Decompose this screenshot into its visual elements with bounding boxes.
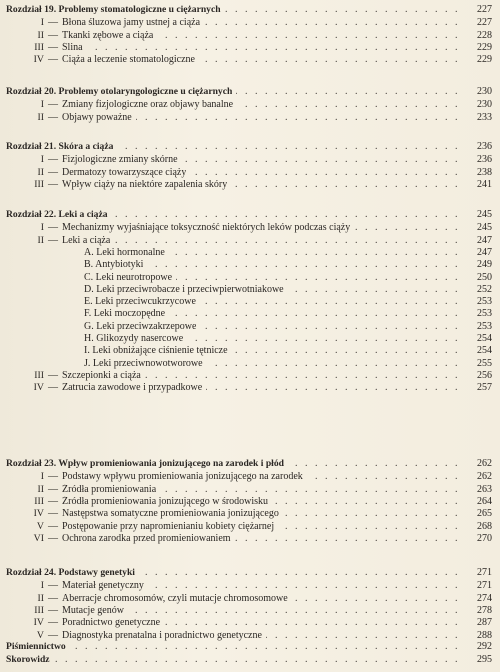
dash-separator: — [48, 483, 58, 495]
section-title: Tkanki zębowe a ciąża [62, 29, 154, 41]
dash-separator: — [48, 495, 58, 507]
dot-leader [283, 508, 460, 520]
subentry-title: F. Leki moczopędne [84, 308, 166, 320]
dash-separator: — [48, 29, 58, 41]
section-roman: III [34, 495, 44, 507]
chapter-heading [6, 86, 494, 98]
page-number: 247 [477, 234, 492, 246]
dot-leader [292, 593, 460, 605]
page-number: 253 [477, 320, 492, 332]
toc-subentry [6, 345, 494, 357]
dot-leader [207, 358, 460, 370]
page-number: 271 [477, 567, 492, 578]
section-title: Diagnostyka prenatalna i poradnictwo genetyczne [62, 629, 262, 641]
page-number: 253 [477, 308, 492, 320]
section-roman: I [40, 154, 44, 166]
section-title: Źródła promieniowania [62, 483, 157, 495]
section-roman: II [37, 234, 44, 246]
page-number: 274 [477, 592, 492, 604]
dash-separator: — [48, 532, 58, 544]
page-number: 245 [477, 222, 492, 234]
dash-separator: — [48, 111, 58, 123]
toc-entry [6, 54, 494, 66]
page-number: 265 [477, 508, 492, 520]
page-number: 270 [477, 532, 492, 544]
dash-separator: — [48, 154, 58, 166]
section-title: Ciąża a leczenie stomatologiczne [62, 54, 195, 66]
toc-entry [6, 154, 494, 166]
toc-entry [6, 235, 494, 247]
dash-separator: — [48, 604, 58, 616]
page-number: 263 [477, 483, 492, 495]
section-title: Ochrona zarodka przed promieniowaniem [62, 532, 231, 544]
page-number: 247 [477, 246, 492, 258]
page-number: 264 [477, 495, 492, 507]
back-matter-item [6, 654, 494, 666]
section-roman: I [40, 471, 44, 483]
toc-entry [6, 99, 494, 111]
toc-entry [6, 17, 494, 29]
page-number: 250 [477, 271, 492, 283]
toc-entry [6, 521, 494, 533]
section-roman: III [34, 604, 44, 616]
toc-entry [6, 167, 494, 179]
toc-entry [6, 593, 494, 605]
dot-leader [117, 141, 460, 153]
page-number: 227 [477, 17, 492, 29]
section-title: Dermatozy towarzyszące ciąży [62, 166, 187, 178]
toc-entry [6, 605, 494, 617]
subentry-title: I. Leki obniżające ciśnienie tętnicze [84, 345, 228, 357]
section-roman: VI [33, 532, 44, 544]
dash-separator: — [48, 234, 58, 246]
section-title: Ślina [62, 41, 83, 53]
back-matter-title: Skorowidz [6, 654, 50, 665]
dot-leader [288, 284, 460, 296]
page-number: 271 [477, 580, 492, 592]
dot-leader [307, 471, 460, 483]
dot-leader [231, 179, 460, 191]
dash-separator: — [48, 520, 58, 532]
dot-leader [160, 484, 460, 496]
dash-separator: — [48, 41, 58, 53]
section-title: Zmiany fizjologiczne oraz objawy banalne [62, 99, 234, 111]
dot-leader [164, 617, 460, 629]
chapter-title: Rozdział 21. Skóra a ciąża [6, 141, 114, 152]
toc-entry [6, 508, 494, 520]
chapter-heading [6, 458, 494, 470]
section-roman: V [36, 520, 44, 532]
dot-leader [147, 259, 460, 271]
dot-leader [182, 154, 460, 166]
dot-leader [139, 567, 460, 579]
section-title: Objawy poważne [62, 111, 132, 123]
dot-leader [157, 30, 460, 42]
dot-leader [278, 521, 460, 533]
section-title: Podstawy wpływu promieniowania jonizującego na zarodek [62, 471, 303, 483]
toc-subentry [6, 308, 494, 320]
back-matter-title: Piśmiennictwo [6, 641, 66, 652]
toc-subentry [6, 284, 494, 296]
section-roman: III [34, 178, 44, 190]
dash-separator: — [48, 629, 58, 641]
toc-entry [6, 630, 494, 642]
section-title: Wpływ ciąży na niektóre zapalenia skóry [62, 178, 228, 190]
dash-separator: — [48, 178, 58, 190]
page-number: 292 [477, 641, 492, 652]
section-roman: I [40, 17, 44, 29]
subentry-title: B. Antybiotyki [84, 259, 144, 271]
section-title: Materiał genetyczny [62, 580, 144, 592]
section-title: Następstwa somatyczne promieniowania jonizującego [62, 508, 279, 520]
dot-leader [136, 112, 460, 124]
section-roman: IV [33, 617, 44, 629]
page-number: 287 [477, 617, 492, 629]
page-number: 249 [477, 259, 492, 271]
dash-separator: — [48, 382, 58, 394]
subentry-title: D. Leki przeciwrobacze i przeciwpierwotniakowe [84, 283, 284, 295]
page-number: 230 [477, 99, 492, 111]
page-number: 252 [477, 283, 492, 295]
toc-subentry [6, 321, 494, 333]
section-title: Szczepionki a ciąża [62, 369, 141, 381]
section-roman: I [40, 99, 44, 111]
chapter-heading [6, 567, 494, 579]
toc-entry [6, 496, 494, 508]
dot-leader [112, 209, 460, 221]
page-number: 236 [477, 154, 492, 166]
chapter-heading [6, 141, 494, 153]
page-number: 254 [477, 345, 492, 357]
dot-leader [199, 54, 460, 66]
dot-leader [266, 630, 460, 642]
dot-leader [200, 296, 460, 308]
dot-leader [232, 345, 460, 357]
dot-leader [288, 458, 460, 470]
dash-separator: — [48, 508, 58, 520]
dot-leader [206, 382, 460, 394]
page-number: 227 [477, 4, 492, 15]
dash-separator: — [48, 17, 58, 29]
dash-separator: — [48, 99, 58, 111]
dash-separator: — [48, 54, 58, 66]
section-title: Leki a ciąża [62, 234, 111, 246]
page-number: 288 [477, 629, 492, 641]
page-number: 253 [477, 296, 492, 308]
dot-leader [272, 496, 460, 508]
page-number: 241 [477, 178, 492, 190]
page-number: 262 [477, 458, 492, 469]
dot-leader [200, 321, 460, 333]
section-title: Fizjologiczne zmiany skórne [62, 154, 178, 166]
toc-subentry [6, 247, 494, 259]
dot-leader [145, 370, 460, 382]
dot-leader [236, 86, 460, 98]
section-roman: III [34, 369, 44, 381]
section-roman: II [37, 483, 44, 495]
toc-subentry [6, 333, 494, 345]
section-roman: I [40, 222, 44, 234]
toc-entry [6, 471, 494, 483]
toc-entry [6, 580, 494, 592]
dot-leader [237, 99, 460, 111]
page-number: 256 [477, 369, 492, 381]
page-number: 255 [477, 357, 492, 369]
subentry-title: E. Leki przeciwcukrzycowe [84, 296, 196, 308]
chapter-title: Rozdział 23. Wpływ promieniowania jonizującego na zarodek i płód [6, 458, 284, 469]
toc-entry [6, 179, 494, 191]
dot-leader [114, 235, 460, 247]
toc-subentry [6, 272, 494, 284]
section-title: Mechanizmy wyjaśniające toksyczność niektórych leków podczas ciąży [62, 222, 351, 234]
section-roman: IV [33, 508, 44, 520]
dash-separator: — [48, 580, 58, 592]
page-number: 257 [477, 382, 492, 394]
dot-leader [70, 641, 460, 653]
subentry-title: H. Glikozydy nasercowe [84, 333, 184, 344]
chapter-heading [6, 209, 494, 221]
dot-leader [190, 167, 460, 179]
page-number: 268 [477, 520, 492, 532]
section-roman: I [40, 580, 44, 592]
dot-leader [169, 247, 460, 259]
toc-subentry [6, 259, 494, 271]
dot-leader [187, 333, 460, 345]
section-title: Źródła promieniowania jonizującego w środowisku [62, 495, 269, 507]
section-title: Mutacje genów [62, 604, 124, 616]
section-roman: II [37, 166, 44, 178]
section-title: Poradnictwo genetyczne [62, 617, 161, 629]
section-title: Zatrucia zawodowe i przypadkowe [62, 382, 203, 394]
dash-separator: — [48, 471, 58, 483]
toc-entry [6, 42, 494, 54]
dash-separator: — [48, 166, 58, 178]
toc-subentry [6, 358, 494, 370]
section-title: Postępowanie przy napromienianiu kobiety ciężarnej [62, 520, 275, 532]
section-roman: III [34, 41, 44, 53]
toc-subentry [6, 296, 494, 308]
dash-separator: — [48, 222, 58, 234]
chapter-title: Rozdział 22. Leki a ciąża [6, 209, 108, 220]
section-title: Aberracje chromosomów, czyli mutacje chromosomowe [62, 592, 288, 604]
page-number: 230 [477, 86, 492, 97]
dot-leader [148, 580, 460, 592]
page-number: 278 [477, 604, 492, 616]
dot-leader [235, 533, 460, 545]
section-roman: II [37, 29, 44, 41]
chapter-title: Rozdział 19. Problemy stomatologiczne u ciężarnych [6, 4, 221, 15]
toc-entry [6, 30, 494, 42]
page-number: 229 [477, 54, 492, 66]
dot-leader [87, 42, 460, 54]
toc-entry [6, 222, 494, 234]
toc-entry [6, 484, 494, 496]
page-number: 245 [477, 209, 492, 220]
dot-leader [204, 17, 460, 29]
back-matter-item [6, 641, 494, 653]
dot-leader [169, 308, 460, 320]
page-number: 254 [477, 333, 492, 344]
section-roman: II [37, 592, 44, 604]
dot-leader [54, 654, 460, 666]
subentry-title: J. Leki przeciwnowotworowe [84, 357, 203, 369]
page-number: 238 [477, 166, 492, 178]
toc-entry [6, 370, 494, 382]
dot-leader [354, 222, 460, 234]
subentry-title: A. Leki hormonalne [84, 246, 165, 258]
section-title: Błona śluzowa jamy ustnej a ciąża [62, 17, 201, 29]
page-number: 228 [477, 29, 492, 41]
page-number: 262 [477, 471, 492, 483]
toc-entry [6, 617, 494, 629]
subentry-title: G. Leki przeciwzakrzepowe [84, 320, 197, 332]
dot-leader [225, 4, 460, 16]
dot-leader [176, 272, 460, 284]
page-number: 236 [477, 141, 492, 152]
page-number: 229 [477, 41, 492, 53]
dash-separator: — [48, 617, 58, 629]
toc-entry [6, 533, 494, 545]
section-roman: V [36, 629, 44, 641]
section-roman: IV [33, 382, 44, 394]
page-number: 295 [477, 654, 492, 665]
chapter-heading [6, 4, 494, 16]
subentry-title: C. Leki neurotropowe [84, 271, 173, 283]
page-number: 233 [477, 111, 492, 123]
dot-leader [128, 605, 460, 617]
dash-separator: — [48, 369, 58, 381]
toc-entry [6, 382, 494, 394]
chapter-title: Rozdział 24. Podstawy genetyki [6, 567, 135, 578]
dash-separator: — [48, 592, 58, 604]
section-roman: IV [33, 54, 44, 66]
chapter-title: Rozdział 20. Problemy otolaryngologiczne u ciężarnych [6, 86, 233, 97]
toc-entry [6, 112, 494, 124]
section-roman: II [37, 111, 44, 123]
